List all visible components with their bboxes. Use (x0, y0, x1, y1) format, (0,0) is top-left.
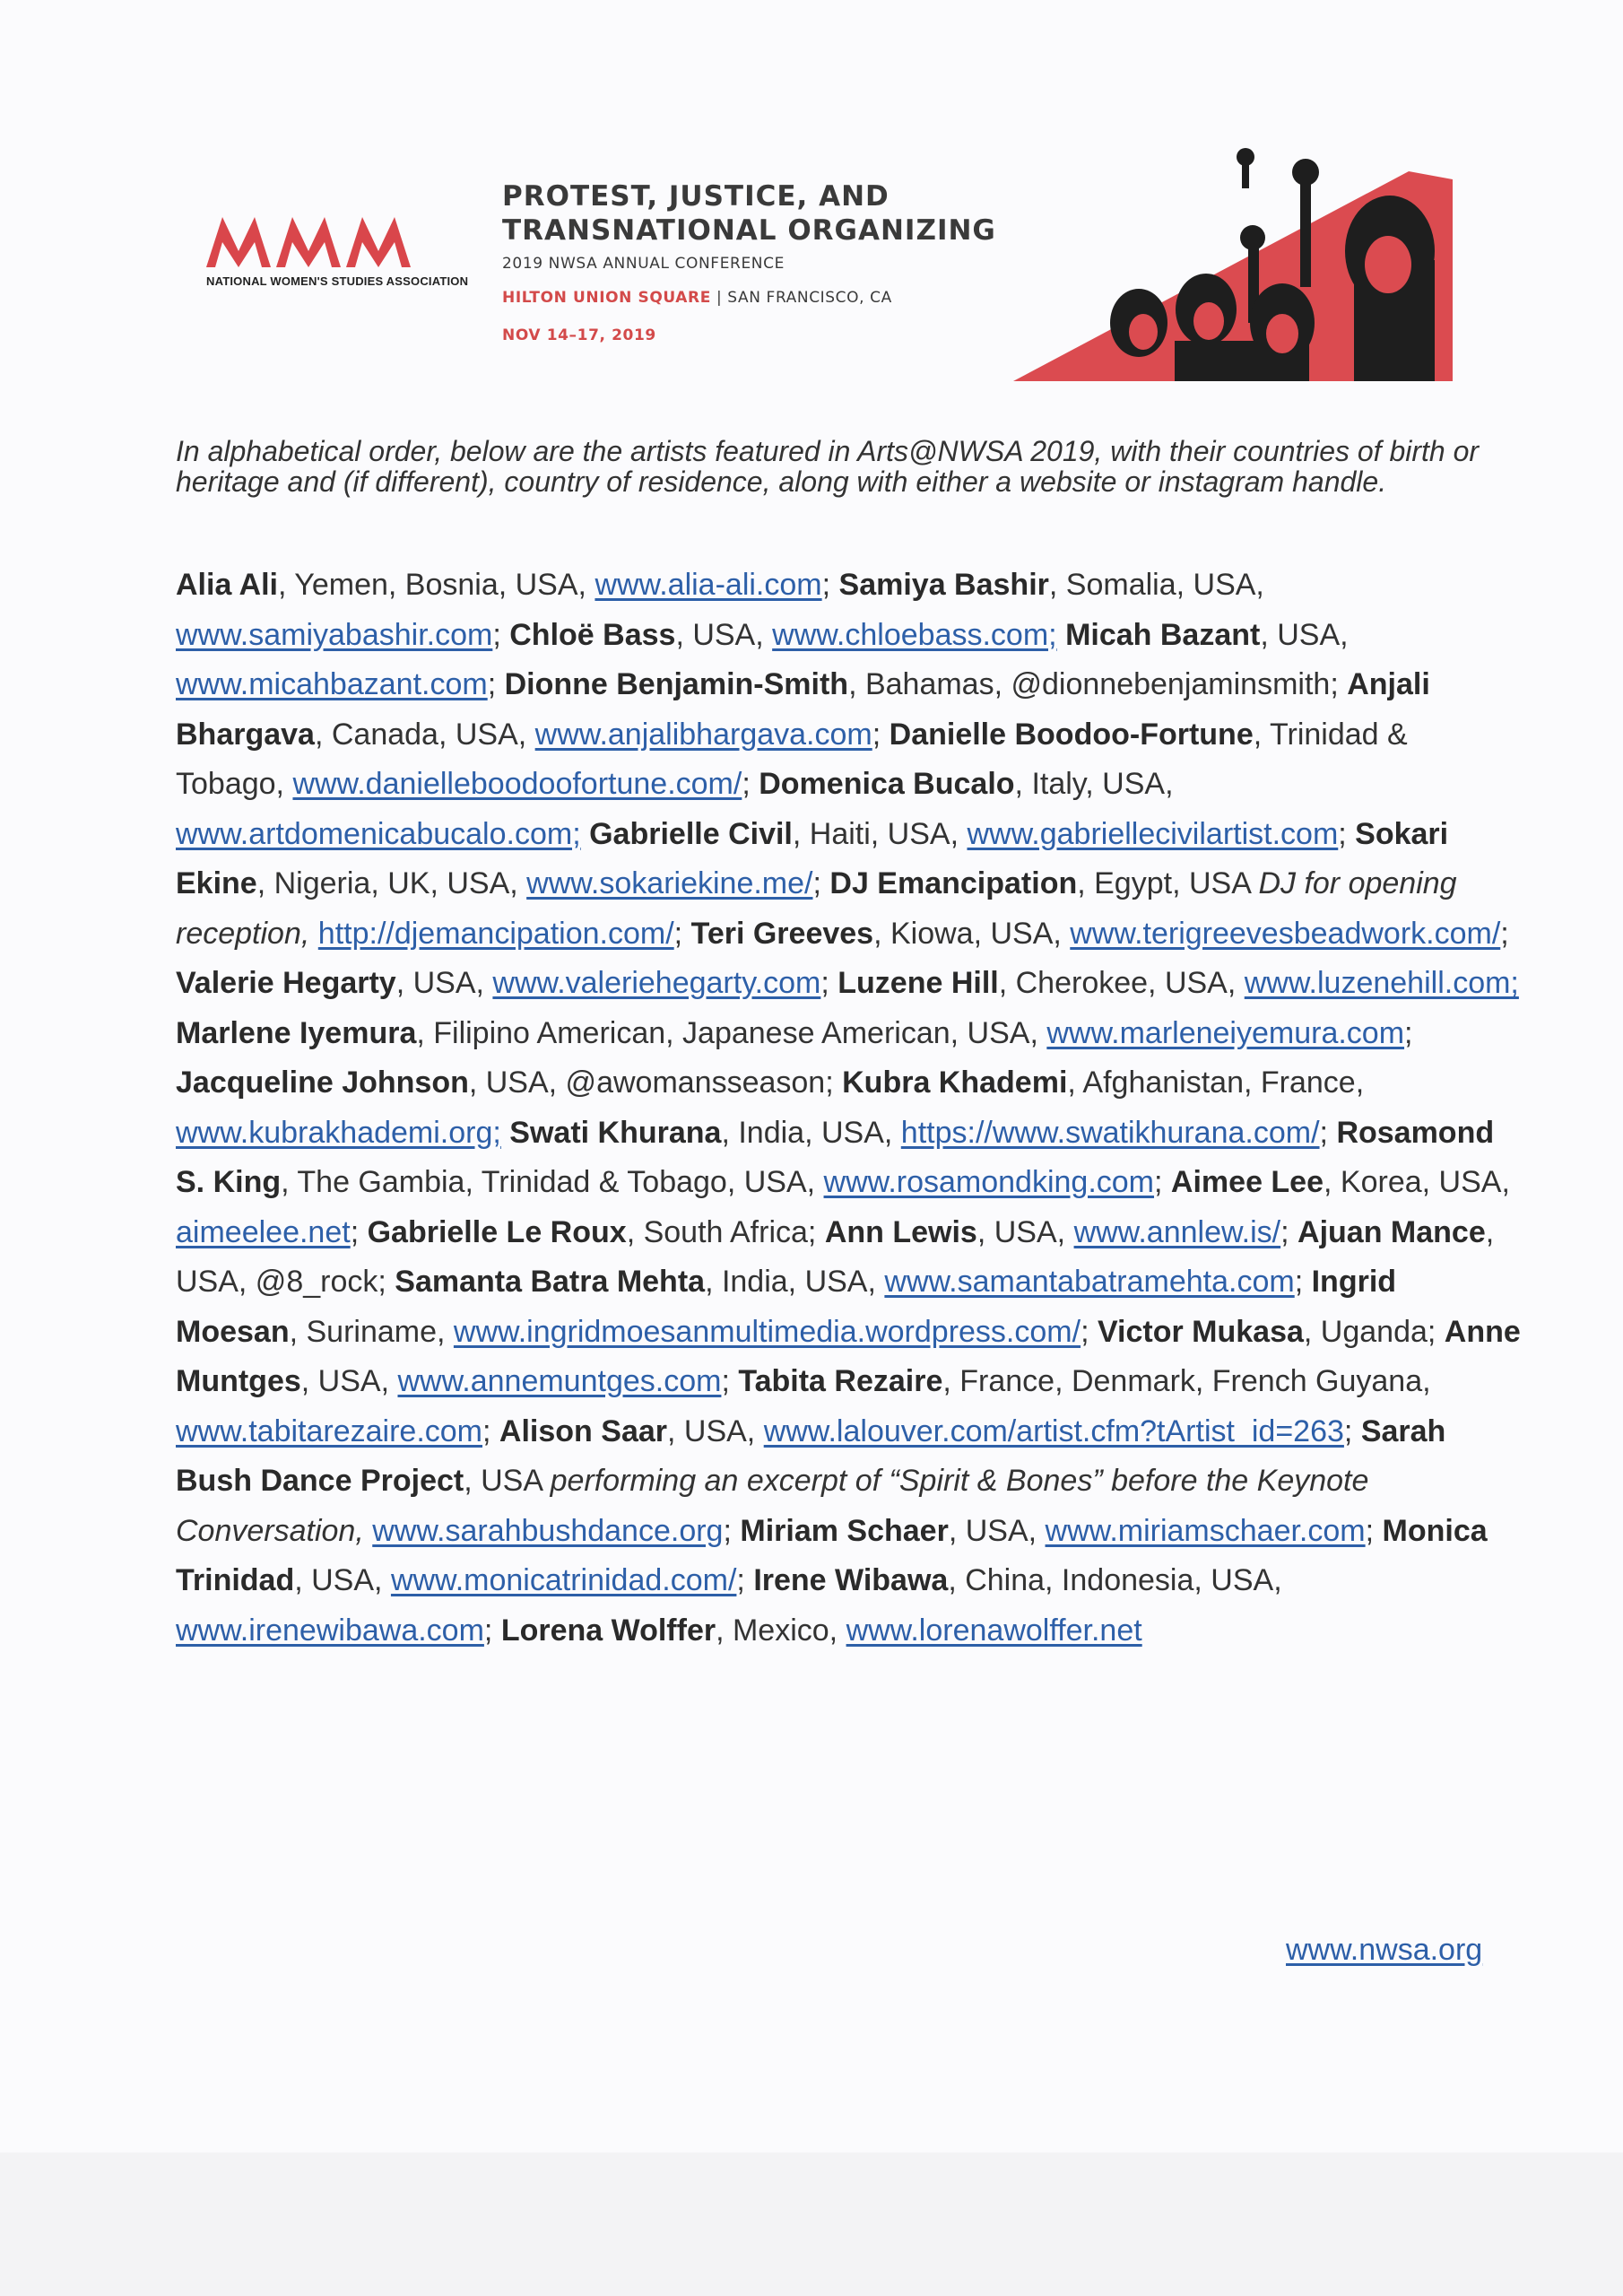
separator: ; (721, 1364, 739, 1398)
artist-website-link[interactable]: www.luzenehill.com; (1244, 966, 1519, 1000)
artists-paragraph (176, 561, 1521, 1656)
separator: ; (1081, 1314, 1098, 1349)
separator (581, 817, 589, 851)
artist-detail: , Mexico, (716, 1613, 846, 1648)
separator: ; (1365, 1513, 1383, 1548)
artist-detail: , USA, (300, 1364, 398, 1398)
artist-detail: , Uganda (1303, 1314, 1428, 1349)
conference-title-line-1: PROTEST, JUSTICE, AND (502, 180, 890, 213)
artist-detail: , USA, (976, 1214, 1074, 1249)
artist-name: Anjali Bhargava (176, 667, 1430, 752)
separator: ; (736, 1563, 754, 1597)
conference-subtitle: 2019 NWSA ANNUAL CONFERENCE (502, 255, 785, 273)
artist-note: performing an excerpt of “Spirit & Bones” before the Keynote Conversation, (176, 1464, 1369, 1548)
artist-name: DJ Emancipation (829, 866, 1078, 900)
artist-name: Alia Ali (176, 568, 278, 602)
artist-website-link[interactable]: www.sokariekine.me/ (526, 866, 813, 900)
separator: ; (812, 866, 830, 900)
separator: ; (1427, 1314, 1445, 1349)
separator: ; (821, 568, 839, 602)
logo-caption: NATIONAL WOMEN'S STUDIES ASSOCIATION (206, 274, 469, 288)
artist-detail: , India, USA, (721, 1115, 901, 1150)
artist-name: Valerie Hegarty (176, 966, 396, 1000)
separator: ; (378, 1265, 395, 1299)
artist-website-link[interactable]: www.anjalibhargava.com (534, 717, 872, 752)
artist-detail: , USA, (675, 617, 773, 652)
nwsa-logo-mark (206, 215, 412, 269)
artist-name: Domenica Bucalo (759, 767, 1015, 801)
artist-name: Samanta Batra Mehta (395, 1265, 706, 1299)
artist-detail: , Nigeria, UK, USA, (256, 866, 527, 900)
artist-detail: , USA, (667, 1413, 764, 1448)
separator: ; (1154, 1165, 1171, 1199)
artist-website-link[interactable]: www.gabriellecivilartist.com (967, 816, 1339, 851)
artist-website-link[interactable]: www.annlew.is/ (1073, 1214, 1281, 1249)
separator: ; (825, 1065, 843, 1100)
artist-name: Ann Lewis (824, 1214, 977, 1249)
separator (1057, 618, 1065, 652)
intro-text: In alphabetical order, below are the artists featured in Arts@NWSA 2019, with their countries of birth or heritage and (if different), country of residence, along with either a website or instagram handle. (176, 435, 1480, 498)
artist-name: Swati Khurana (509, 1115, 722, 1150)
artist-website-link[interactable]: http://djemancipation.com/ (317, 916, 674, 951)
artist-name: Samiya Bashir (838, 568, 1049, 602)
separator: ; (1500, 916, 1509, 951)
artist-website-link[interactable]: www.samantabatramehta.com (884, 1265, 1295, 1299)
artist-website-link[interactable]: www.artdomenicabucalo.com; (176, 816, 581, 851)
artist-detail: , USA, (1260, 617, 1349, 652)
conference-title-line-2: TRANSNATIONAL ORGANIZING (502, 214, 996, 247)
artist-website-link[interactable]: www.lorenawolffer.net (846, 1613, 1142, 1648)
artist-name: Kubra Khademi (842, 1065, 1068, 1100)
artist-website-link[interactable]: www.tabitarezaire.com (176, 1413, 483, 1448)
artist-name: Lorena Wolffer (500, 1613, 716, 1648)
artist-website-link[interactable]: www.micahbazant.com (176, 667, 488, 701)
artist-website-link[interactable]: www.marleneiyemura.com (1046, 1015, 1405, 1050)
separator: ; (482, 1413, 499, 1448)
separator: ; (1343, 1413, 1361, 1448)
artist-name: Sokari Ekine (176, 816, 1449, 900)
artist-detail: , Korea, USA, (1324, 1165, 1510, 1199)
artist-website-link[interactable]: www.kubrakhademi.org; (176, 1115, 501, 1150)
artist-website-link[interactable]: www.danielleboodoofortune.com/ (292, 767, 742, 801)
separator: ; (807, 1214, 825, 1249)
separator: ; (350, 1214, 368, 1249)
artist-detail: , USA (464, 1464, 551, 1498)
artist-name: Ingrid Moesan (176, 1265, 1397, 1349)
artist-name: Gabrielle Civil (589, 816, 793, 851)
artist-name: Gabrielle Le Roux (367, 1214, 627, 1249)
artist-detail: , USA, (948, 1513, 1046, 1548)
artist-website-link[interactable]: www.miriamschaer.com (1045, 1513, 1366, 1548)
separator: ; (492, 617, 510, 652)
artist-detail: , China, Indonesia, USA, (948, 1563, 1282, 1597)
artist-website-link[interactable]: www.monicatrinidad.com/ (390, 1563, 737, 1597)
artist-website-link[interactable]: www.lalouver.com/artist.cfm?tArtist_id=263 (763, 1413, 1344, 1448)
separator: ; (487, 667, 505, 701)
artist-website-link[interactable]: www.irenewibawa.com (176, 1613, 484, 1648)
artist-detail: , Yemen, Bosnia, USA, (278, 568, 595, 602)
artist-detail: , Somalia, USA, (1048, 568, 1264, 602)
separator: ; (723, 1513, 741, 1548)
artist-detail: , India, USA, (705, 1265, 885, 1299)
artist-name: Irene Wibawa (753, 1563, 949, 1597)
artist-name: Anne Muntges (176, 1314, 1521, 1398)
artist-detail: , Filipino American, Japanese American, USA, (416, 1015, 1047, 1050)
artist-website-link[interactable]: www.samiyabashir.com (176, 617, 493, 652)
artist-detail: , Kiowa, USA, (873, 916, 1071, 951)
separator: ; (1280, 1214, 1298, 1249)
artist-name: Teri Greeves (690, 916, 874, 951)
artist-name: Miriam Schaer (740, 1513, 949, 1548)
nwsa-logo (206, 215, 475, 288)
artist-website-link[interactable]: www.chloebass.com; (772, 617, 1057, 652)
artist-name: Monica Trinidad (176, 1513, 1488, 1597)
artist-name: Marlene Iyemura (176, 1015, 417, 1050)
nwsa-website-link[interactable]: www.nwsa.org (1286, 1933, 1483, 1967)
artist-detail: , USA, @awomansseason (468, 1065, 826, 1100)
artist-website-link[interactable]: www.sarahbushdance.org (372, 1513, 724, 1548)
artist-name: Jacqueline Johnson (176, 1065, 469, 1100)
artist-name: Rosamond S. King (176, 1115, 1495, 1199)
artist-website-link[interactable]: aimeelee.net (176, 1214, 351, 1249)
separator: ; (742, 767, 759, 801)
venue-hotel: HILTON UNION SQUARE (502, 289, 711, 307)
artist-name: Tabita Rezaire (738, 1364, 943, 1398)
conference-header (502, 179, 1004, 344)
artist-detail: , Italy, USA, (1014, 767, 1174, 801)
artist-detail: , Haiti, USA, (792, 816, 968, 851)
artist-detail: , Cherokee, USA, (998, 966, 1245, 1000)
artist-detail: , Afghanistan, France, (1067, 1065, 1365, 1100)
artist-name: Alison Saar (499, 1413, 667, 1448)
conference-dates: NOV 14–17, 2019 (502, 326, 656, 344)
artist-name: Victor Mukasa (1097, 1314, 1304, 1349)
artist-name: Aimee Lee (1170, 1165, 1324, 1199)
separator: ; (673, 916, 691, 951)
conference-venue (502, 289, 1004, 307)
artist-website-link[interactable]: www.terigreevesbeadwork.com/ (1070, 916, 1501, 951)
artist-website-link[interactable]: www.ingridmoesanmultimedia.wordpress.com/ (453, 1314, 1081, 1349)
artist-name: Ajuan Mance (1298, 1214, 1486, 1249)
artist-name: Danielle Boodoo-Fortune (889, 717, 1254, 752)
artist-detail: , Egypt, USA (1077, 866, 1259, 900)
artist-name: Dionne Benjamin-Smith (504, 667, 849, 701)
separator: ; (1294, 1265, 1312, 1299)
artist-name: Chloë Bass (509, 617, 676, 652)
artist-detail: , Suriname, (289, 1314, 454, 1349)
artist-name: Luzene Hill (838, 966, 999, 1000)
artist-detail: , France, Denmark, French Guyana, (942, 1364, 1431, 1398)
artist-name: Micah Bazant (1065, 617, 1261, 652)
artist-website-link[interactable]: https://www.swatikhurana.com/ (900, 1115, 1320, 1150)
separator (501, 1116, 509, 1150)
artist-detail: , Canada, USA, (314, 717, 535, 752)
venue-city: | SAN FRANCISCO, CA (710, 289, 892, 307)
separator: ; (1319, 1115, 1337, 1150)
artist-detail: , The Gambia, Trinidad & Tobago, USA, (281, 1165, 824, 1199)
artist-website-link[interactable]: www.valeriehegarty.com (492, 966, 821, 1000)
page-bottom-shade (0, 2152, 1623, 2296)
separator: ; (1404, 1015, 1413, 1050)
artist-website-link[interactable]: www.rosamondking.com (823, 1165, 1155, 1199)
artist-detail: , South Africa (626, 1214, 808, 1249)
artist-detail: , Bahamas, @dionnebenjaminsmith (848, 667, 1331, 701)
artist-detail: , USA, @8_rock (176, 1214, 1495, 1299)
artist-detail: , USA, (395, 966, 493, 1000)
separator: ; (872, 717, 890, 752)
artist-detail: , Trinidad & Tobago, (176, 717, 1408, 801)
artist-website-link[interactable]: www.annemuntges.com (397, 1364, 722, 1398)
artist-website-link[interactable]: www.alia-ali.com (595, 568, 822, 602)
separator: ; (1338, 816, 1356, 851)
separator: ; (1330, 667, 1348, 701)
artist-note: DJ for opening reception, (176, 866, 1457, 951)
artist-name: Sarah Bush Dance Project (176, 1413, 1446, 1498)
separator: ; (820, 966, 838, 1000)
protest-artwork (1013, 144, 1453, 381)
separator: ; (483, 1613, 501, 1648)
artist-detail: , USA, (294, 1563, 391, 1597)
